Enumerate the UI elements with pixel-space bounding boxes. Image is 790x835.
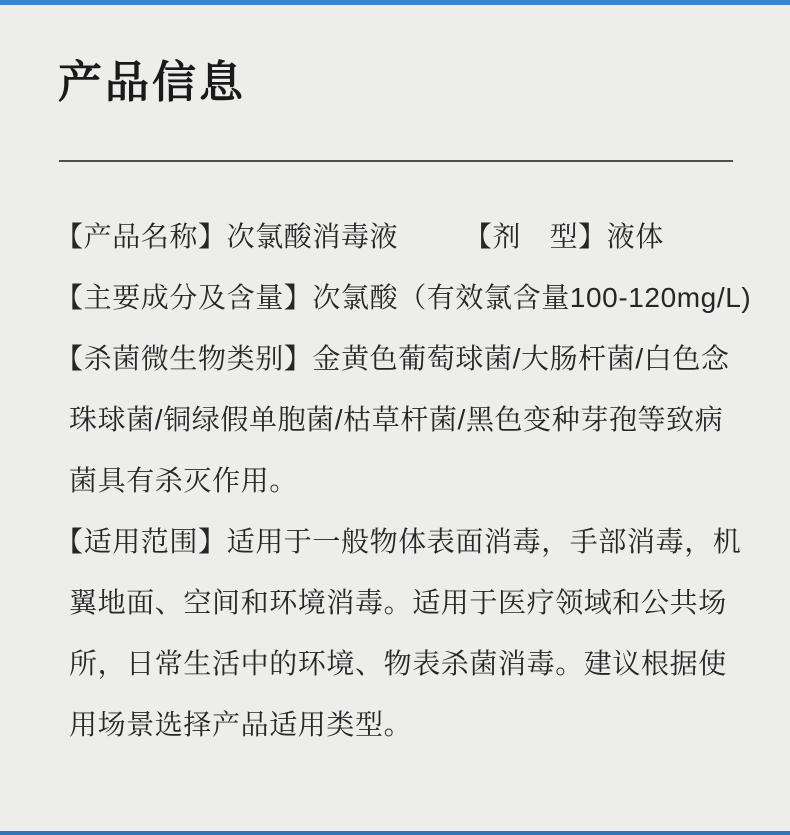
body-line: 珠球菌/铜绿假单胞菌/枯草杆菌/黑色变种芽孢等致病 xyxy=(69,404,724,435)
body-line: 【产品名称】次氯酸消毒液 【剂 型】液体 xyxy=(55,221,664,252)
body-line: 【杀菌微生物类别】金黄色葡萄球菌/大肠杆菌/白色念 xyxy=(55,343,730,374)
body-line: 用场景选择产品适用类型。 xyxy=(69,709,413,740)
title-divider xyxy=(59,160,733,162)
body-line: 【主要成分及含量】次氯酸（有效氯含量100-120mg/L) xyxy=(55,282,752,313)
body-line: 【适用范围】适用于一般物体表面消毒，手部消毒，机 xyxy=(55,526,742,557)
bottom-accent-bar xyxy=(0,831,790,835)
body-line: 所，日常生活中的环境、物表杀菌消毒。建议根据使 xyxy=(69,648,727,679)
body-line: 翼地面、空间和环境消毒。适用于医疗领域和公共场 xyxy=(69,587,727,618)
page-title: 产品信息 xyxy=(58,58,246,107)
product-details xyxy=(55,206,752,755)
body-line: 菌具有杀灭作用。 xyxy=(69,465,298,496)
top-accent-bar xyxy=(0,0,790,5)
